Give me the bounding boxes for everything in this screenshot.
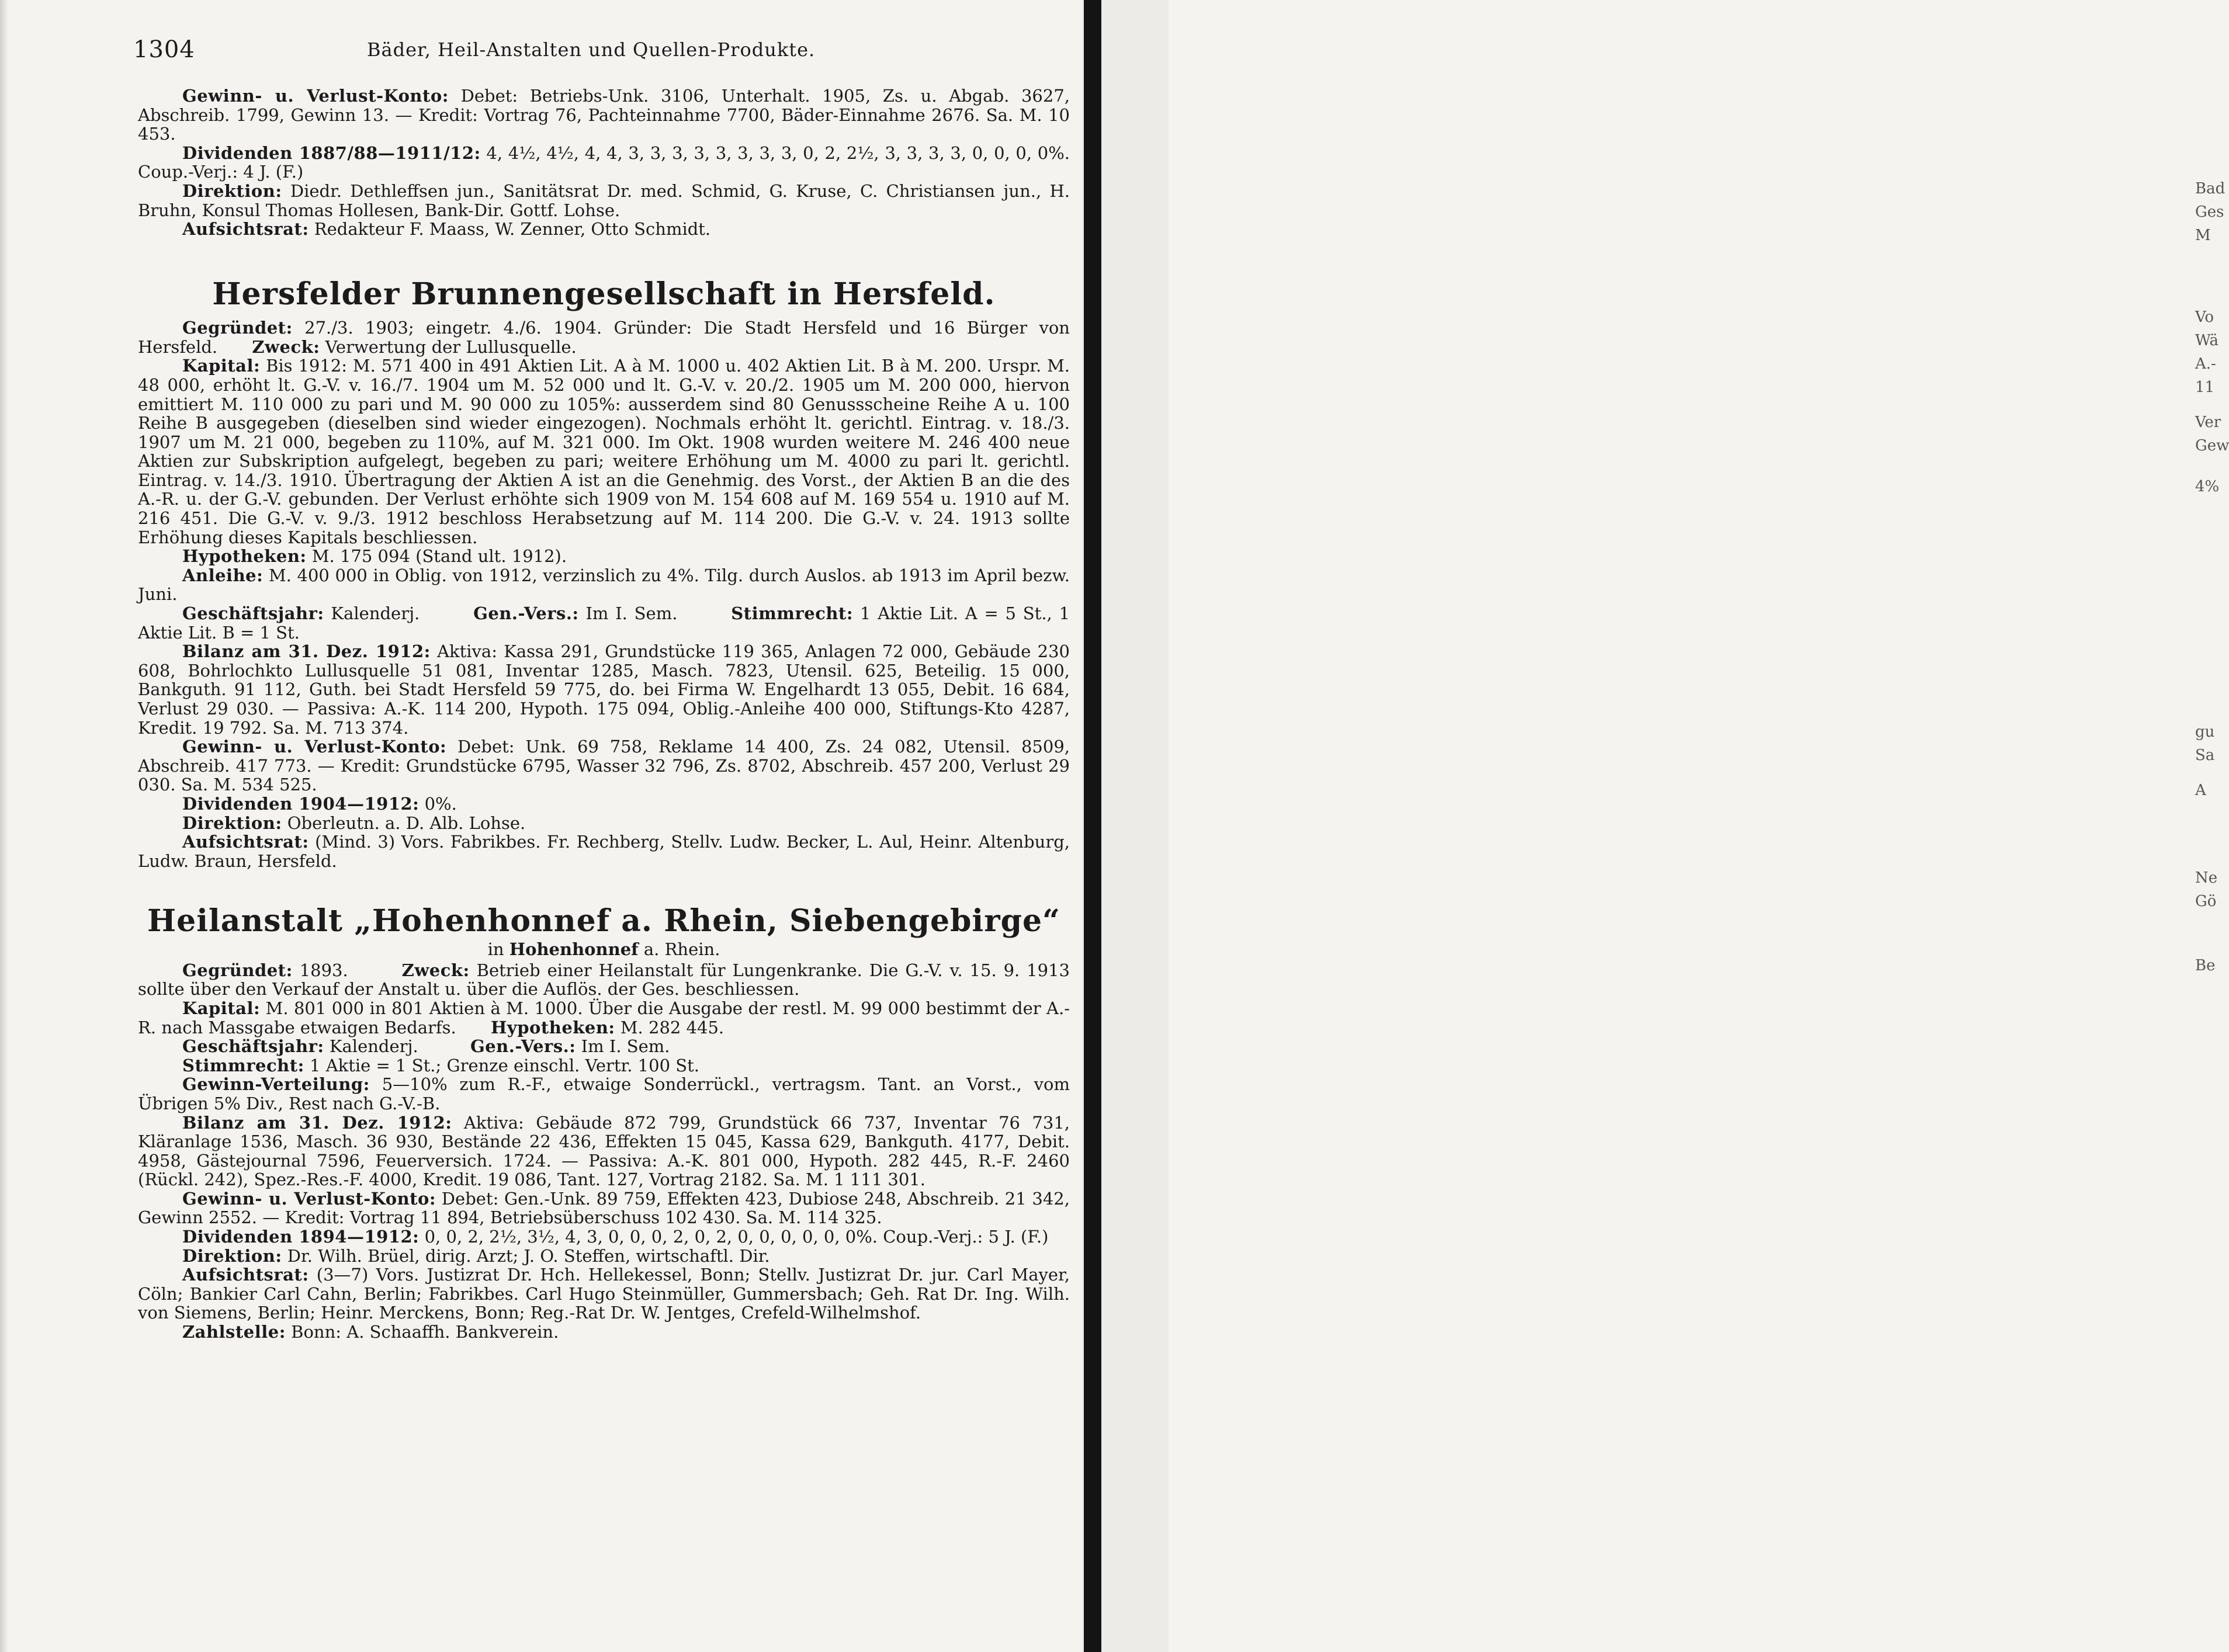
company-title: Hersfelder Brunnengesellschaft in Hersfeld. [212,276,996,312]
entry-text: 0%. [419,793,457,814]
entry-label: Direktion: [182,181,282,201]
entry-text: Oberleutn. a. D. Alb. Lohse. [282,813,526,833]
entry-text: M. 400 000 in Oblig. von 1912, verzinslich zu 4%. Tilg. durch Auslos. ab 1913 im April bezw. Juni. [138,565,1070,605]
entry-label: Hypotheken: [182,546,307,567]
entry-label: Gewinn-Verteilung: [182,1074,370,1095]
entry-paragraph [138,547,1070,566]
entry-text: Debet: Gen.-Unk. 89 759, Effekten 423, Dubiose 248, Abschreib. 21 342, Gewinn 2552. — Kredit: Vortrag 11 894, Betriebsüberschuss 102 430. Sa. M. 114 325. [138,1188,1070,1228]
company-section-hohenhonnef [138,903,1070,1341]
book-binding-edge [1084,0,1101,1652]
entry-label: Aufsichtsrat: [182,832,309,852]
entry-paragraph [138,832,1070,870]
entry-label: Gewinn- u. Verlust-Konto: [182,86,449,106]
entry-paragraph [138,999,1070,1037]
entry-label: Anleihe: [182,565,264,585]
entry-text: Diedr. Dethleffsen jun., Sanitätsrat Dr. med. Schmid, G. Kruse, C. Christiansen jun., H. Bruhn, Konsul Thomas Hollesen, Bank-Dir. Gottf. Lohse. [138,181,1070,220]
entry-label: Gewinn- u. Verlust-Konto: [182,737,447,757]
company-title: Heilanstalt „Hohenhonnef a. Rhein, Siebengebirge“ [147,903,1060,939]
strip-fragment: Vo [2195,308,2214,326]
entry-label: Direktion: [182,1245,282,1266]
entry-paragraph [138,1265,1070,1323]
entry-paragraph [138,318,1070,356]
entry-text: 5—10% zum R.-F., etwaige Sonderrückl., vertragsm. Tant. an Vorst., vom Übrigen 5% Div., Rest nach G.-V.-B. [138,1074,1070,1113]
entry-text: Im I. Sem. [576,1036,670,1057]
entry-paragraph [138,1037,1070,1056]
entry-text: (3—7) Vors. Justizrat Dr. Hch. Hellekessel, Bonn; Stellv. Justizrat Dr. jur. Carl Mayer, Cöln; Bankier Carl Cahn, Berlin; Fabrikbes. Carl Hugo Steinmüller, Gummersbach; Geh. Rat Dr. Ing. Wilh. von Siemens, Berlin; Heinr. Merckens, Bonn; Reg.-Rat Dr. W. Jentges, Crefeld-Wilhelmshof. [138,1265,1070,1323]
page-header [133,36,1062,65]
entry-paragraph [138,961,1070,999]
page-body [138,86,1070,1342]
prev-section [138,86,1070,239]
entry-label: Stimmrecht: [182,1055,304,1075]
entry-paragraph [138,642,1070,737]
entry-text: Bis 1912: M. 571 400 in 491 Aktien Lit. A à M. 1000 u. 402 Aktien Lit. B à M. 200. Urspr. M. 48 000, erhöht lt. G.-V. v. 16./7. 1904 um M. 52 000 und lt. G.-V. v. 20./2. 1905 um M. 200 000, hiervon emittiert M. 110 000 zu pari und M. 90 000 zu 105%: ausserdem sind 80 Genussscheine Reihe A u. 100 Reihe B ausgegeben (dieselben sind wieder eingezogen). Nochmals erhöht lt. gerichtl. Eintrag. v. 18./3. 1907 um M. 21 000, begeben zu 110%, auf M. 321 000. Im Okt. 1908 wurden weitere M. 246 400 neue Aktien zur Subskription aufgelegt, begeben zu pari; weitere Erhöhung um M. 4000 zu pari lt. gerichtl. Eintrag. v. 14./3. 1910. Übertragung der Aktien A ist an die Genehmig. des Vorst., der Aktien B an die des A.-R. u. der G.-V. gebunden. Der Verlust erhöhte sich 1909 von M. 154 608 auf M. 169 554 u. 1910 auf M. 216 451. Die G.-V. v. 9./3. 1912 beschloss Herabsetzung auf M. 114 200. Die G.-V. v. 24. 1913 sollte Erhöhung dieses Kapitals beschliessen. [138,356,1070,547]
entry-paragraph [138,1247,1070,1266]
entry-label: Geschäftsjahr: [182,1036,324,1057]
entry-paragraph [138,1075,1070,1113]
entry-text: 1 Aktie Lit. A = 5 St., 1 Aktie Lit. B = 1 St. [138,603,1070,643]
page-number: 1304 [133,36,195,63]
entry-text: Betrieb einer Heilanstalt für Lungenkranke. Die G.-V. v. 15. 9. 1913 sollte über den Verkauf der Anstalt u. über die Auflös. der Ges. beschliessen. [138,960,1070,999]
entry-paragraph [138,1113,1070,1189]
entry-paragraph [138,1323,1070,1342]
entry-paragraph [138,794,1070,814]
entry-text: Aktiva: Gebäude 872 799, Grundstück 66 737, Inventar 76 731, Kläranlage 1536, Masch. 36 930, Bestände 22 436, Effekten 15 045, Kassa 629, Bankguth. 4177, Debit. 4958, Gästejournal 7596, Feuerversich. 1724. — Passiva: A.-K. 801 000, Hypoth. 282 445, R.-F. 2460 (Rückl. 242), Spez.-Res.-F. 4000, Kredit. 19 086, Tant. 127, Vortrag 2182. Sa. M. 1 111 301. [138,1112,1070,1190]
strip-fragment: A.- [2195,355,2216,373]
entry-label: Gen.-Vers.: [470,1036,576,1057]
entry-label: Stimmrecht: [731,603,854,624]
entry-text: Debet: Betriebs-Unk. 3106, Unterhalt. 1905, Zs. u. Abgab. 3627, Abschreib. 1799, Gewinn 13. — Kredit: Vortrag 76, Pachteinnahme 7700, Bäder-Einnahme 2676. Sa. M. 10 453. [138,86,1070,144]
entry-text: Aktiva: Kassa 291, Grundstücke 119 365, Anlagen 72 000, Gebäude 230 608, Bohrlochkto Lullusquelle 51 081, Inventar 1285, Masch. 7823, Utensil. 625, Beteilig. 15 000, Bankguth. 91 112, Guth. bei Stadt Hersfeld 59 775, do. bei Firma W. Engelhardt 13 055, Debit. 16 684, Verlust 29 030. — Passiva: A.-K. 114 200, Hypoth. 175 094, Oblig.-Anleihe 400 000, Stiftungs-Kto 4287, Kredit. 19 792. Sa. M. 713 374. [138,641,1070,738]
company-location [138,940,1070,959]
entry-label: Bilanz am 31. Dez. 1912: [182,1112,452,1133]
entry-text: Dr. Wilh. Brüel, dirig. Arzt; J. O. Steffen, wirtschaftl. Dir. [282,1245,770,1266]
entry-label: Gegründet: [182,960,293,980]
entry-label: Geschäftsjahr: [182,603,324,624]
entry-paragraph [138,814,1070,833]
entry-label: Gen.-Vers.: [473,603,579,624]
entry-text: Redakteur F. Maass, W. Zenner, Otto Schmidt. [308,219,711,240]
entry-paragraph [138,182,1070,220]
strip-fragment: Bad [2195,180,2225,197]
entry-label: Kapital: [182,356,261,376]
entry-label: Dividenden 1887/88—1911/12: [182,143,481,163]
entry-label: Aufsichtsrat: [182,219,309,240]
location-name: Hohenhonnef [509,939,639,959]
entry-paragraph [138,566,1070,604]
entry-text: 4, 4½, 4½, 4, 4, 3, 3, 3, 3, 3, 3, 3, 3, 0, 2, 2½, 3, 3, 3, 3, 0, 0, 0, 0%. Coup.-Verj.: 4 J. (F.) [138,143,1070,182]
strip-fragment: A [2195,782,2206,799]
entry-label: Zahlstelle: [182,1322,286,1342]
entry-label: Bilanz am 31. Dez. 1912: [182,641,431,662]
entry-paragraph [138,86,1070,144]
entry-text: 1 Aktie = 1 St.; Grenze einschl. Vertr. 100 St. [304,1055,699,1075]
entry-paragraph [138,1189,1070,1227]
entry-label: Zweck: [401,960,470,980]
strip-fragment: Gew [2195,437,2229,454]
location-prefix: in [487,939,509,959]
strip-fragment: Ne [2195,869,2218,887]
strip-fragment: Ges [2195,203,2224,221]
entry-paragraph [138,1227,1070,1247]
entry-paragraph [138,220,1070,239]
entry-label: Zweck: [252,336,320,357]
entry-label: Direktion: [182,813,282,833]
strip-fragment: M [2195,227,2211,244]
entry-text: Im I. Sem. [578,603,678,624]
strip-fragment: Ver [2195,414,2221,431]
page-edge-shadow [0,0,8,1652]
entry-text: 1893. [292,960,348,980]
strip-fragment: Be [2195,957,2216,974]
entry-paragraph [138,604,1070,642]
entry-text: M. 282 445. [615,1017,724,1037]
entry-paragraph [138,356,1070,547]
entry-paragraph [138,1056,1070,1075]
strip-fragment: Wä [2195,332,2218,349]
entry-text: 27./3. 1903; eingetr. 4./6. 1904. Gründer: Die Stadt Hersfeld und 16 Bürger von Hersfeld. [138,318,1070,357]
entry-text: M. 801 000 in 801 Aktien à M. 1000. Über die Ausgabe der restl. M. 99 000 bestimmt der A.-R. nach Massgabe etwaigen Bedarfs. [138,998,1070,1037]
entry-text: Bonn: A. Schaaffh. Bankverein. [285,1322,559,1342]
entry-label: Dividenden 1904—1912: [182,793,420,814]
entry-paragraph [138,737,1070,794]
entry-paragraph [138,144,1070,182]
strip-fragment: 4% [2195,478,2220,495]
running-title: Bäder, Heil-Anstalten und Quellen-Produkte. [367,39,816,61]
strip-fragment: 11 [2195,379,2215,396]
entry-text: Kalenderj. [324,603,420,624]
entry-text: Verwertung der Lullusquelle. [320,336,577,357]
entry-label: Gegründet: [182,318,293,338]
strip-fragment: gu [2195,723,2215,741]
entry-label: Dividenden 1894—1912: [182,1227,420,1247]
entry-label: Aufsichtsrat: [182,1265,309,1285]
entry-label: Kapital: [182,998,261,1018]
company-section-hersfeld [138,276,1070,871]
entry-text: (Mind. 3) Vors. Fabrikbes. Fr. Rechberg, Stellv. Ludw. Becker, L. Aul, Heinr. Altenburg, Ludw. Braun, Hersfeld. [138,832,1070,871]
entry-text: M. 175 094 (Stand ult. 1912). [306,546,567,567]
entry-text: Debet: Unk. 69 758, Reklame 14 400, Zs. 24 082, Utensil. 8509, Abschreib. 417 773. — Kredit: Grundstücke 6795, Wasser 32 796, Zs. 8702, Abschreib. 457 200, Verlust 29 030. Sa. M. 534 525. [138,737,1070,795]
location-suffix: a. Rhein. [638,939,720,959]
entry-label: Hypotheken: [491,1017,615,1037]
entry-text: 0, 0, 2, 2½, 3½, 4, 3, 0, 0, 0, 2, 0, 2, 0, 0, 0, 0, 0, 0%. Coup.-Verj.: 5 J. (F.) [419,1227,1049,1247]
entry-text: Kalenderj. [324,1036,418,1057]
strip-fragment: Gö [2195,893,2217,910]
strip-fragment: Sa [2195,747,2215,764]
entry-label: Gewinn- u. Verlust-Konto: [182,1188,436,1209]
